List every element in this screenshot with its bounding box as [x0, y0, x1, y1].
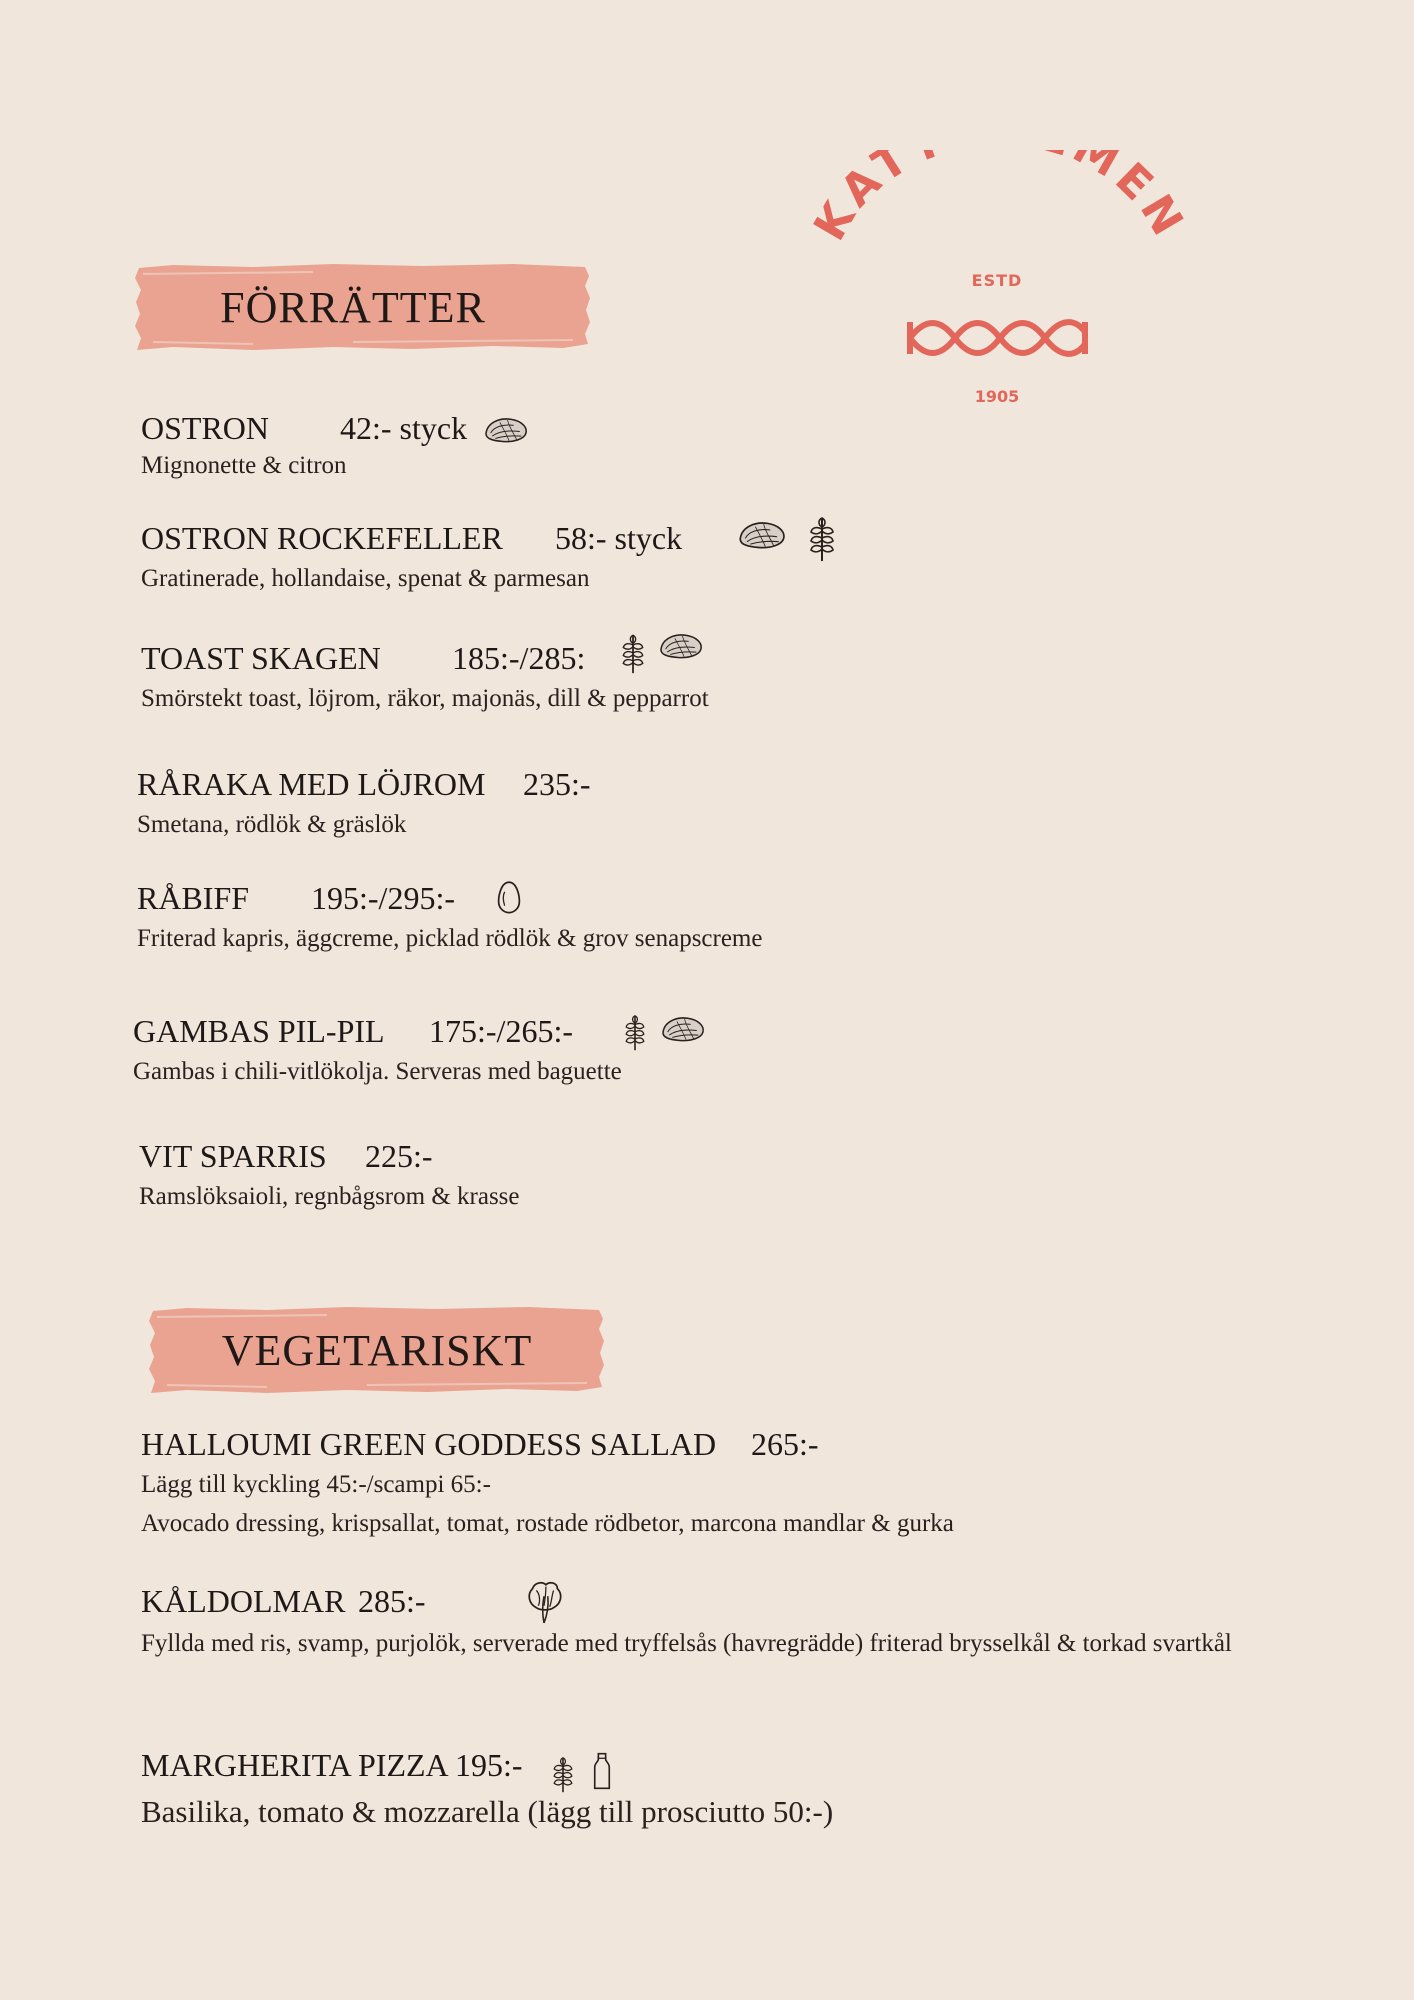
item-price: 285:-	[358, 1583, 426, 1619]
section-header-vegetariskt	[147, 1305, 607, 1395]
item-price: 235:-	[523, 766, 591, 802]
item-price: 265:-	[751, 1426, 819, 1462]
milk-bottle-icon	[591, 1751, 613, 1791]
item-description: Gratinerade, hollandaise, spenat & parmesan	[141, 565, 590, 592]
logo-wave-icon	[910, 322, 1085, 354]
item-name: MARGHERITA PIZZA	[141, 1747, 449, 1783]
item-name: KÅLDOLMAR	[141, 1583, 346, 1619]
section-title: VEGETARISKT	[221, 1325, 533, 1375]
katholmen-logo	[800, 150, 1200, 420]
menu-item	[0, 410, 1300, 479]
item-name: RÅRAKA MED LÖJROM	[137, 766, 486, 802]
svg-text:KATTHOLMEN	[804, 150, 1195, 249]
logo-estd: ESTD	[971, 271, 1023, 290]
section-header-forratter	[133, 262, 593, 352]
egg-icon	[496, 878, 522, 916]
logo-brand-name: KAT MEN	[804, 150, 1196, 250]
oyster-icon	[483, 414, 529, 446]
item-description: Basilika, tomato & mozzarella (lägg till prosciutto 50:-)	[141, 1794, 834, 1829]
menu-item	[0, 1426, 1300, 1537]
logo-year: 1905	[974, 387, 1020, 406]
menu-item	[0, 766, 1300, 838]
item-description: Fyllda med ris, svamp, purjolök, serverade med tryffelsås (havregrädde) friterad brysselkål & torkad svartkål	[141, 1630, 1232, 1657]
item-description: Gambas i chili-vitlökolja. Serveras med baguette	[133, 1058, 622, 1085]
item-name: TOAST SKAGEN	[141, 640, 381, 676]
item-description: Avocado dressing, krispsallat, tomat, rostade rödbetor, marcona mandlar & gurka	[141, 1510, 954, 1537]
menu-item	[0, 1013, 1300, 1085]
item-description: Smetana, rödlök & gräslök	[137, 811, 407, 838]
menu-item	[0, 1747, 1300, 1829]
wheat-icon	[806, 512, 838, 562]
item-description: Ramslöksaioli, regnbågsrom & krasse	[139, 1183, 520, 1210]
item-name: OSTRON ROCKEFELLER	[141, 520, 503, 556]
item-name: RÅBIFF	[137, 880, 250, 916]
oyster-icon	[658, 630, 704, 662]
menu-item	[0, 1138, 1300, 1210]
item-name: VIT SPARRIS	[139, 1138, 327, 1174]
item-description: Friterad kapris, äggcreme, picklad rödlök & grov senapscreme	[137, 925, 763, 952]
item-price: 58:- styck	[555, 520, 683, 556]
menu-item	[0, 640, 1300, 712]
oyster-icon	[737, 518, 787, 552]
item-name: GAMBAS PIL-PIL	[133, 1013, 385, 1049]
oyster-icon	[660, 1013, 706, 1045]
wheat-icon	[549, 1753, 577, 1793]
item-price: 185:-/285:	[452, 640, 586, 676]
celery-icon	[523, 1577, 565, 1625]
item-price: 195:-/295:-	[311, 880, 455, 916]
item-note: Lägg till kyckling 45:-/scampi 65:-	[141, 1471, 491, 1498]
menu-item	[0, 880, 1300, 952]
item-price: 42:- styck	[340, 410, 468, 446]
menu-item	[0, 1583, 1300, 1657]
wheat-icon	[619, 630, 647, 674]
item-name: OSTRON	[141, 410, 270, 446]
menu-item	[0, 520, 1300, 592]
item-price: 225:-	[365, 1138, 433, 1174]
wheat-icon	[621, 1011, 649, 1051]
item-name: HALLOUMI GREEN GODDESS SALLAD	[141, 1426, 717, 1462]
item-price: 175:-/265:-	[429, 1013, 573, 1049]
item-description: Smörstekt toast, löjrom, räkor, majonäs, dill & pepparrot	[141, 685, 709, 712]
item-price: 195:-	[455, 1747, 523, 1783]
item-description: Mignonette & citron	[141, 452, 347, 479]
section-title: FÖRRÄTTER	[220, 282, 486, 332]
